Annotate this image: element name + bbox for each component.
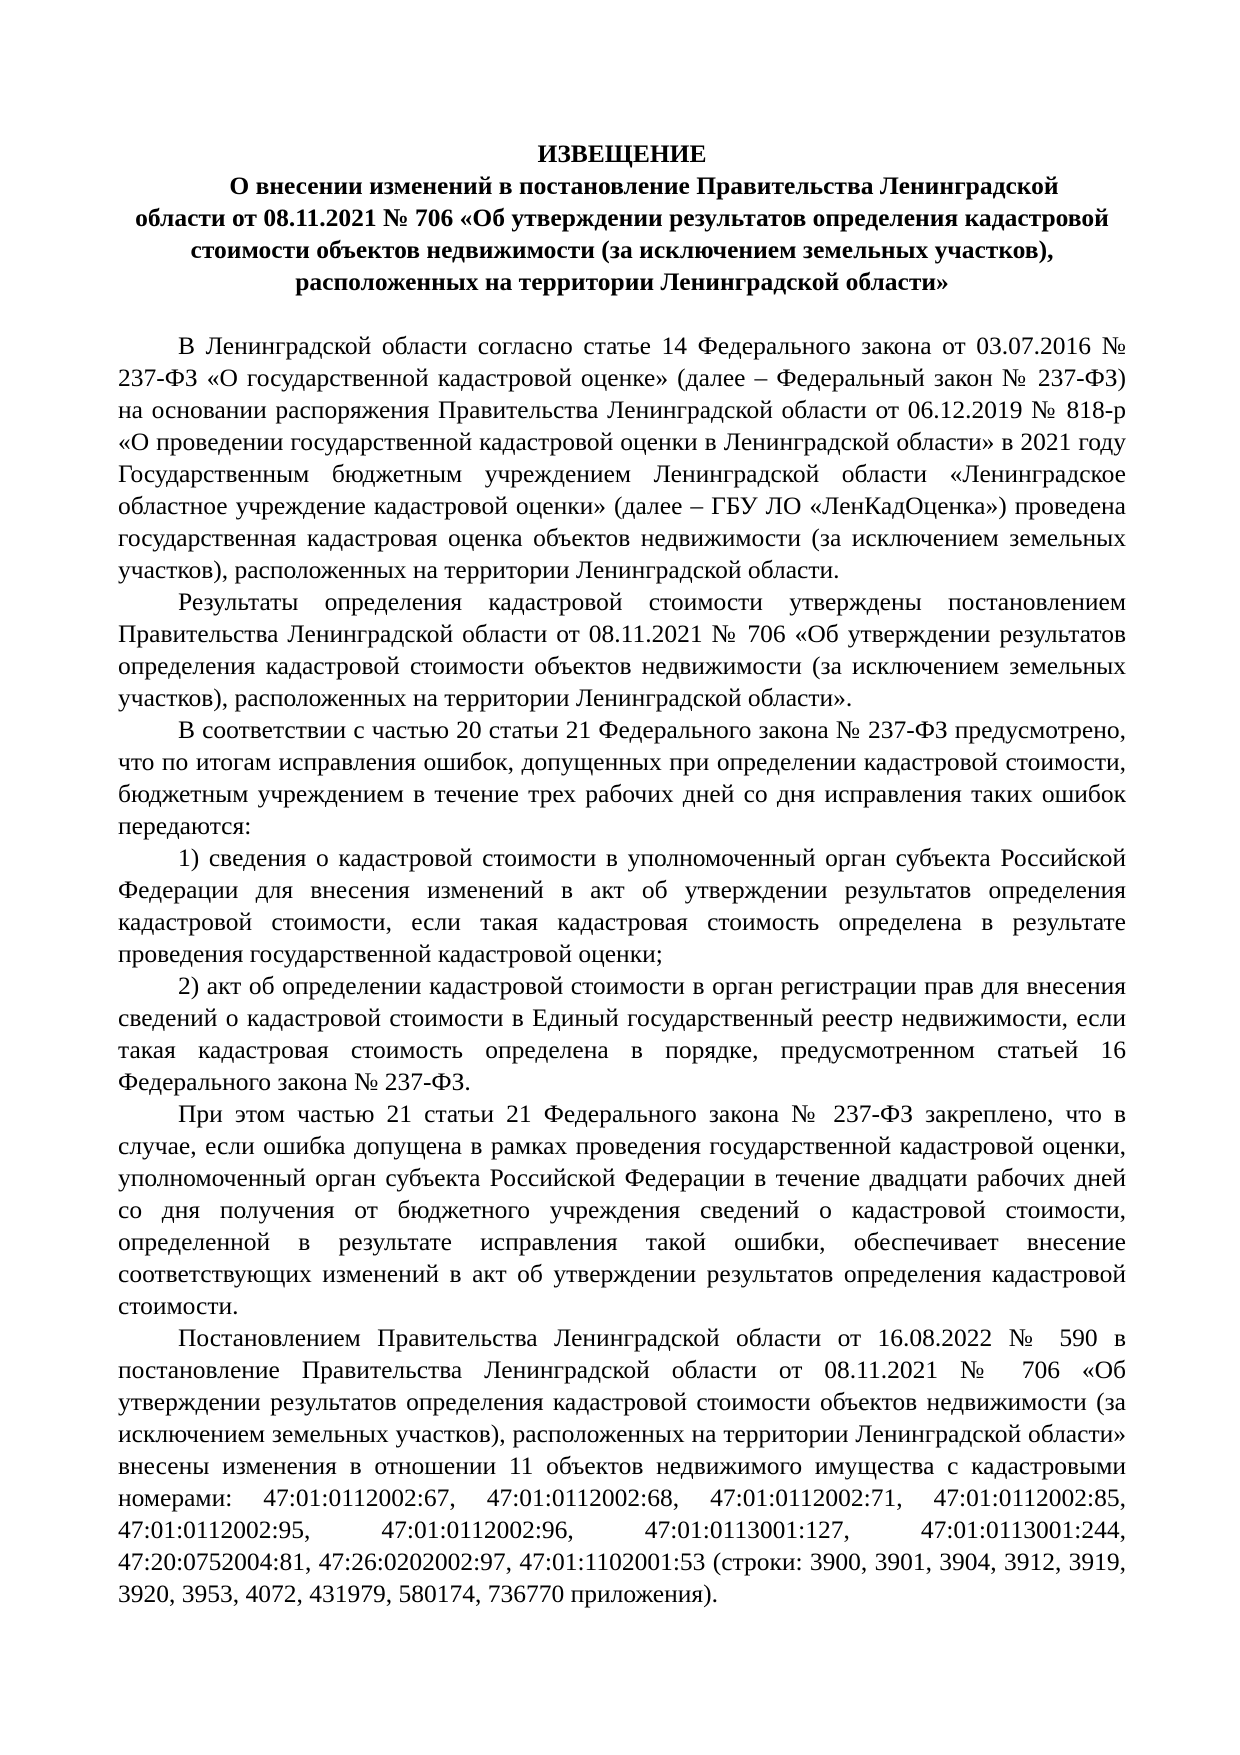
document-subtitle-line: стоимости объектов недвижимости (за исключением земельных участков), [190,235,1054,264]
paragraph-law-part-20: В соответствии с частью 20 статьи 21 Федерального закона № 237-ФЗ предусмотрено, что по итогам исправления ошибок, допущенных при определении кадастровой стоимости, бюджетным учреждением в течение трех рабочих дней со дня исправления таких ошибок передаются: [118,715,1126,840]
paragraph-item-2: 2) акт об определении кадастровой стоимости в орган регистрации прав для внесения сведений о кадастровой стоимости в Единый государственный реестр недвижимости, если такая кадастровая стоимость определена в порядке, предусмотренном статьей 16 Федерального закона № 237-ФЗ. [118,971,1126,1096]
document-heading [118,138,1126,298]
paragraph-item-1: 1) сведения о кадастровой стоимости в уполномоченный орган субъекта Российской Федерации для внесения изменений в акт об утверждении результатов определения кадастровой стоимости, если такая кадастровая стоимость определена в результате проведения государственной кадастровой оценки; [118,843,1126,968]
paragraph-intro: В Ленинградской области согласно статье 14 Федерального закона от 03.07.2016 № 237-ФЗ «О государственной кадастровой оценке» (далее – Федеральный закон № 237-ФЗ) на основании распоряжения Правительства Ленинградской области от 06.12.2019 № 818-р «О проведении государственной кадастровой оценки в Ленинградской области» в 2021 году Государственным бюджетным учреждением Ленинградской области «Ленинградское областное учреждение кадастровой оценки» (далее – ГБУ ЛО «ЛенКадОценка») проведена государственная кадастровая оценка объектов недвижимости (за исключением земельных участков), расположенных на территории Ленинградской области. [118,331,1126,584]
document-subtitle-line: области от 08.11.2021 № 706 «Об утверждении результатов определения кадастровой [135,203,1109,232]
document-subtitle-line: О внесении изменений в постановление Правительства Ленинградской [229,171,1059,200]
document-subtitle-line: расположенных на территории Ленинградской области» [295,267,949,296]
paragraph-law-part-21: При этом частью 21 статьи 21 Федерального закона № 237-ФЗ закреплено, что в случае, если ошибка допущена в рамках проведения государственной кадастровой оценки, уполномоченный орган субъекта Российской Федерации в течение двадцати рабочих дней со дня получения от бюджетного учреждения сведений о кадастровой стоимости, определенной в результате исправления такой ошибки, обеспечивает внесение соответствующих изменений в акт об утверждении результатов определения кадастровой стоимости. [118,1099,1126,1320]
paragraph-changes: Постановлением Правительства Ленинградской области от 16.08.2022 № 590 в постановление Правительства Ленинградской области от 08.11.2021 № 706 «Об утверждении результатов определения кадастровой стоимости объектов недвижимости (за исключением земельных участков), расположенных на территории Ленинградской области» внесены изменения в отношении 11 объектов недвижимого имущества с кадастровыми номерами: 47:01:0112002:67, 47:01:0112002:68, 47:01:0112002:71, 47:01:0112002:85, 47:01:0112002:95, 47:01:0112002:96, 47:01:0113001:127, 47:01:0113001:244, 47:20:0752004:81, 47:26:0202002:97, 47:01:1102001:53 (строки: 3900, 3901, 3904, 3912, 3919, 3920, 3953, 4072, 431979, 580174, 736770 приложения). [118,1323,1126,1608]
paragraph-results: Результаты определения кадастровой стоимости утверждены постановлением Правительства Ленинградской области от 08.11.2021 № 706 «Об утверждении результатов определения кадастровой стоимости объектов недвижимости (за исключением земельных участков), расположенных на территории Ленинградской области». [118,587,1126,712]
document-title: ИЗВЕЩЕНИЕ [537,139,707,168]
document-content [118,138,1126,1610]
document-body [118,330,1126,1610]
